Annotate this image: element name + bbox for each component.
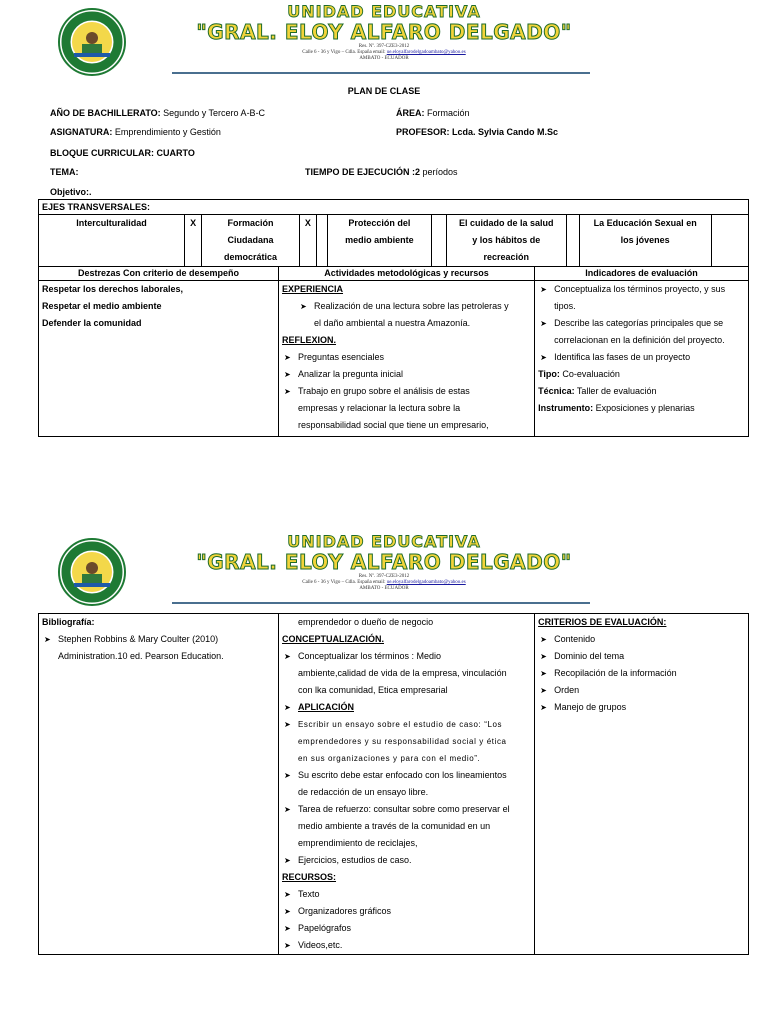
ejes-title: EJES TRANSVERSALES:: [39, 200, 749, 215]
reflexion-heading: REFLEXION.: [282, 335, 337, 345]
list-item: ➤ Dominio del tema: [538, 648, 745, 665]
col-destrezas-header: Destrezas Con criterio de desempeño: [39, 267, 279, 281]
arrow-bullet-icon: ➤: [284, 353, 291, 362]
school-name-line2: "GRAL. ELOY ALFARO DELGADO": [196, 550, 572, 574]
resolution: Res. Nº. 397-CZE3-2012: [358, 44, 410, 49]
profesor-field: PROFESOR: Lcda. Sylvia Cando M.Sc: [396, 127, 559, 137]
list-item: ➤ Conceptualizar los términos : Medio: [282, 648, 531, 665]
bibliografia-heading: Bibliografía:: [42, 617, 95, 627]
bibliografia-cell: Bibliografía: ➤ Stephen Robbins & Mary Coulter (2010) Administration.10 ed. Pearson Education.: [39, 614, 279, 955]
eje-salud: El cuidado de la salud y los hábitos de recreación: [446, 215, 566, 267]
list-item: [282, 699, 531, 716]
address: Calle 6 - 36 y Vigo – Cdla. España email: ue.eloyalfarodelgadoambato@yahoo.es: [302, 580, 466, 585]
asignatura-field: ASIGNATURA: Emprendimiento y Gestión: [50, 127, 221, 137]
tipo-field: Tipo: Co-evaluación: [538, 369, 620, 379]
list-item: ➤ Recopilación de la información: [538, 665, 745, 682]
list-item: ➤ Orden: [538, 682, 745, 699]
tecnica-field: Técnica: Taller de evaluación: [538, 386, 657, 396]
school-name-line1: UNIDAD EDUCATIVA: [287, 2, 481, 21]
school-name-line1: UNIDAD EDUCATIVA: [287, 532, 481, 551]
arrow-bullet-icon: ➤: [540, 669, 547, 678]
list-item: ➤ Preguntas esenciales: [282, 349, 531, 366]
objetivo-field: Objetivo:.: [50, 187, 92, 197]
arrow-bullet-icon: ➤: [44, 635, 51, 644]
list-item: ➤ Identifica las fases de un proyecto: [538, 349, 745, 366]
arrow-bullet-icon: ➤: [300, 302, 307, 311]
plan-table-1: [38, 266, 749, 437]
city: AMBATO - ECUADOR: [359, 586, 409, 591]
list-item: ➤ Organizadores gráficos: [282, 903, 531, 920]
list-item: ➤ Videos,etc.: [282, 937, 531, 954]
bloque-field: BLOQUE CURRICULAR: CUARTO: [50, 148, 195, 158]
list-item: ➤ Papelógrafos: [282, 920, 531, 937]
list-item: ➤ Conceptualiza los términos proyecto, y sus: [538, 281, 745, 298]
col-indicadores-header: Indicadores de evaluación: [535, 267, 749, 281]
city: AMBATO - ECUADOR: [359, 56, 409, 61]
list-item: ➤ Contenido: [538, 631, 745, 648]
arrow-bullet-icon: ➤: [284, 890, 291, 899]
page-header: [0, 0, 768, 70]
arrow-bullet-icon: ➤: [284, 703, 291, 712]
ejes-row: [39, 215, 749, 267]
col-actividades-header: Actividades metodológicas y recursos: [279, 267, 535, 281]
arrow-bullet-icon: ➤: [284, 771, 291, 780]
arrow-bullet-icon: ➤: [284, 907, 291, 916]
conceptualizacion-heading: CONCEPTUALIZACIÓN.: [282, 634, 384, 644]
arrow-bullet-icon: ➤: [284, 856, 291, 865]
arrow-bullet-icon: ➤: [540, 285, 547, 294]
experiencia-heading: EXPERIENCIA: [282, 284, 344, 294]
plan-table-2: [38, 613, 749, 955]
page-header: [0, 530, 768, 600]
anio-field: AÑO DE BACHILLERATO: Segundo y Tercero A-B-C: [50, 108, 266, 118]
email-link[interactable]: ue.eloyalfarodelgadoambato@yahoo.es: [386, 580, 466, 585]
plan-title: PLAN DE CLASE: [347, 86, 421, 96]
destrezas-cell: [39, 281, 279, 437]
eje-interculturalidad: Interculturalidad: [39, 215, 185, 267]
ejes-table: [38, 199, 749, 267]
list-item: ➤ Tarea de refuerzo: consultar sobre como preservar el: [282, 801, 531, 818]
arrow-bullet-icon: ➤: [540, 319, 547, 328]
arrow-bullet-icon: ➤: [284, 652, 291, 661]
eje-educacion-sexual: La Educación Sexual en los jóvenes: [579, 215, 711, 267]
arrow-bullet-icon: ➤: [540, 703, 547, 712]
school-name-line2: "GRAL. ELOY ALFARO DELGADO": [196, 20, 572, 44]
instrumento-field: Instrumento: Exposiciones y plenarias: [538, 403, 695, 413]
resolution: Res. Nº. 397-CZE3-2012: [358, 574, 410, 579]
criterios-cell: [535, 614, 749, 955]
list-item: ➤ Texto: [282, 886, 531, 903]
arrow-bullet-icon: ➤: [540, 353, 547, 362]
list-item: ➤ Ejercicios, estudios de caso.: [282, 852, 531, 869]
header-rule: [172, 602, 590, 604]
arrow-bullet-icon: ➤: [540, 652, 547, 661]
arrow-bullet-icon: ➤: [284, 370, 291, 379]
list-item: ➤ Escribir un ensayo sobre el estudio de caso: “Los: [282, 716, 531, 733]
eje-formacion: Formación Ciudadana democrática: [202, 215, 300, 267]
arrow-bullet-icon: ➤: [284, 924, 291, 933]
list-item: ➤ Analizar la pregunta inicial: [282, 366, 531, 383]
page-1: [0, 0, 768, 430]
list-item: ➤ Realización de una lectura sobre las petroleras y: [282, 298, 531, 315]
eje-proteccion: Protección del medio ambiente: [327, 215, 431, 267]
list-item: Defender la comunidad: [42, 318, 142, 328]
list-item: Respetar el medio ambiente: [42, 301, 162, 311]
eje-mark-2: X: [299, 215, 316, 267]
criterios-heading: CRITERIOS DE EVALUACIÓN:: [538, 617, 667, 627]
arrow-bullet-icon: ➤: [284, 941, 291, 950]
list-item: Respetar los derechos laborales,: [42, 284, 184, 294]
arrow-bullet-icon: ➤: [540, 686, 547, 695]
recursos-heading: RECURSOS:: [282, 872, 337, 882]
arrow-bullet-icon: ➤: [284, 720, 292, 729]
area-field: ÁREA: Formación: [396, 108, 470, 118]
page-2: [0, 530, 768, 950]
list-item: ➤ Su escrito debe estar enfocado con los lineamientos: [282, 767, 531, 784]
address: Calle 6 - 36 y Vigo – Cdla. España email: ue.eloyalfarodelgadoambato@yahoo.es: [302, 50, 466, 55]
arrow-bullet-icon: ➤: [284, 805, 291, 814]
arrow-bullet-icon: ➤: [540, 635, 547, 644]
actividades-cell: EXPERIENCIA ➤ Realización de una lectura sobre las petroleras y el daño ambiental a nuestra Amazonía. REFLEXION. ➤ Preguntas esenciales ➤ Analizar la pregunta inicial ➤ Trabajo en grupo sobre el análisis de estas empresas y relacionar la lectura sobre la responsabilidad social que tiene un empresario,: [279, 281, 535, 437]
eje-mark-1: X: [185, 215, 202, 267]
email-link[interactable]: ue.eloyalfarodelgadoambato@yahoo.es: [386, 50, 466, 55]
tiempo-field: TIEMPO DE EJECUCIÓN :2 períodos: [305, 167, 458, 177]
aplicacion-heading: APLICACIÓN: [298, 702, 354, 712]
header-rule: [172, 72, 590, 74]
list-item: ➤ Describe las categorías principales que se: [538, 315, 745, 332]
arrow-bullet-icon: ➤: [284, 387, 291, 396]
actividades-cell: emprendedor o dueño de negocio CONCEPTUALIZACIÓN. ➤ Conceptualizar los términos : Medio ambiente,calidad de vida de la empresa, vinculación con lka comunidad, Etica empresarial ➤ APLICACIÓN ➤ Escribir un ensayo sobre el estudio de caso: “Los emprendedores y su responsabilidad social y ética en sus organizaciones y para con el medio”. ➤ Su escrito debe estar enfocado con los lineamientos de redacción de un ensayo libre. ➤ Tarea de refuerzo: consultar sobre como preservar el medio ambiente a través de la comunidad en un emprendimiento de reciclajes, ➤ Ejercicios, estudios de caso. RECURSOS: ➤ Texto ➤ Organizadores gráficos ➤ Papelógrafos ➤ Videos,etc.: [279, 614, 535, 955]
list-item: ➤ Manejo de grupos: [538, 699, 745, 716]
tema-field: TEMA:: [50, 167, 79, 177]
indicadores-cell: ➤ Conceptualiza los términos proyecto, y sus tipos. ➤ Describe las categorías principales que se correlacionan en la definición del proyecto. ➤ Identifica las fases de un proyecto Tipo: Co-evaluación Técnica: Taller de evaluación Instrumento: Exposiciones y plenarias: [535, 281, 749, 437]
list-item: ➤ Trabajo en grupo sobre el análisis de estas: [282, 383, 531, 400]
list-item: ➤ Stephen Robbins & Mary Coulter (2010): [42, 631, 275, 648]
